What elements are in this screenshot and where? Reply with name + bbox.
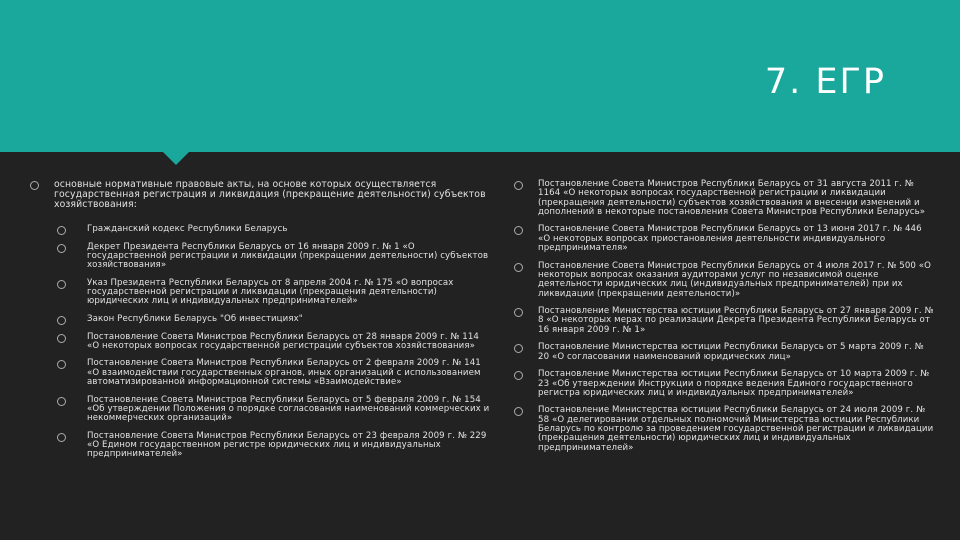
list-item-text: Постановление Совета Министров Республики Беларусь от 28 января 2009 г. № 114 «О некоторых вопросах государственной регистрации субъектов хозяйствования» bbox=[87, 331, 479, 351]
list-item-text: Постановление Совета Министров Республики Беларусь от 31 августа 2011 г. № 1164 «О некоторых вопросах государственной регистрации и ликвидации (прекращения деятельности) субъектов хозяйствования и внесении изменений и дополнений в некоторые постановления Совета Министров Республики Беларусь» bbox=[538, 179, 926, 217]
circle-bullet-icon bbox=[30, 181, 39, 190]
left-column bbox=[30, 180, 490, 468]
list-item bbox=[30, 396, 490, 424]
list-item-text: Постановление Министерства юстиции Республики Беларусь от 27 января 2009 г. № 8 «О некоторых мерах по реализации Декрета Президента Республики Беларусь от 16 января 2009 г. № 1» bbox=[538, 306, 934, 335]
list-item-text: Закон Республики Беларусь "Об инвестициях" bbox=[87, 313, 303, 324]
list-item bbox=[514, 343, 936, 362]
circle-bullet-icon bbox=[514, 308, 523, 317]
right-column bbox=[514, 180, 936, 461]
circle-bullet-icon bbox=[514, 407, 523, 416]
list-item-text: Постановление Совета Министров Республики Беларусь от 4 июля 2017 г. № 500 «О некоторых вопросах оказания аудиторами услуг по независимой оценке деятельности юридических лиц (индивидуальных предпринимателей) при их ликвидации (прекращении деятельности)» bbox=[538, 260, 932, 299]
list-item-text: Постановление Совета Министров Республики Беларусь от 2 февраля 2009 г. № 141 «О взаимодействии государственных органов, иных организаций с использованием автоматизированной информационной системы «Взаимодействие» bbox=[87, 358, 481, 388]
list-item bbox=[30, 243, 490, 271]
circle-bullet-icon bbox=[514, 371, 523, 380]
list-item bbox=[30, 333, 490, 352]
list-item bbox=[514, 370, 936, 398]
list-item-text: Гражданский кодекс Республики Беларусь bbox=[87, 224, 288, 234]
intro-item bbox=[30, 180, 490, 210]
list-item bbox=[514, 262, 936, 299]
list-item-text: Указ Президента Республики Беларусь от 8 апреля 2004 г. № 175 «О вопросах государственной регистрации и ликвидации (прекращения деятельности) юридических лиц и индивидуальных предпринимателей» bbox=[87, 277, 454, 307]
list-item-text: Постановление Совета Министров Республики Беларусь от 5 февраля 2009 г. № 154 «Об утверждении Положения о порядке согласования наименований коммерческих и некоммерческих организаций» bbox=[87, 394, 490, 424]
intro-text: основные нормативные правовые акты, на основе которых осуществляется государственная регистрация и ликвидация (прекращение деятельности) субъектов хозяйствования: bbox=[54, 179, 486, 210]
list-item bbox=[514, 307, 936, 335]
list-item-text: Постановление Министерства юстиции Республики Беларусь от 10 марта 2009 г. № 23 «Об утверждении Инструкции о порядке ведения Единого государственного регистра юридических лиц и индивидуальных предпринимателей» bbox=[538, 369, 930, 398]
circle-bullet-icon bbox=[57, 244, 66, 253]
list-item bbox=[30, 315, 490, 324]
list-item-text: Постановление Министерства юстиции Республики Беларусь от 5 марта 2009 г. № 20 «О согласовании наименований юридических лиц» bbox=[538, 342, 924, 362]
list-item bbox=[514, 225, 936, 253]
slide-title: 7. ЕГР bbox=[764, 62, 886, 102]
circle-bullet-icon bbox=[514, 263, 523, 272]
circle-bullet-icon bbox=[57, 280, 66, 289]
circle-bullet-icon bbox=[514, 181, 523, 190]
circle-bullet-icon bbox=[57, 334, 66, 343]
list-item bbox=[30, 279, 490, 307]
circle-bullet-icon bbox=[514, 226, 523, 235]
list-item bbox=[514, 180, 936, 217]
list-item-text: Постановление Совета Министров Республики Беларусь от 23 февраля 2009 г. № 229 «О Едином государственном регистре юридических лиц и индивидуальных предпринимателей» bbox=[87, 430, 487, 460]
list-item bbox=[30, 225, 490, 234]
circle-bullet-icon bbox=[57, 397, 66, 406]
list-item-text: Декрет Президента Республики Беларусь от 16 января 2009 г. № 1 «О государственной регистрации и ликвидации (прекращении деятельности) субъектов хозяйствования» bbox=[87, 241, 489, 271]
circle-bullet-icon bbox=[514, 344, 523, 353]
list-item-text: Постановление Министерства юстиции Республики Беларусь от 24 июля 2009 г. № 58 «О делегировании отдельных полномочий Министерства юстиции Республики Беларусь по контролю за проведением государственной регистрации и ликвидации (прекращения деятельности) юридических лиц и индивидуальных предпринимателей» bbox=[538, 405, 934, 453]
list-item bbox=[30, 432, 490, 460]
list-item-text: Постановление Совета Министров Республики Беларусь от 13 июня 2017 г. № 446 «О некоторых вопросах приостановления деятельности индивидуального предпринимателя» bbox=[538, 224, 922, 254]
circle-bullet-icon bbox=[57, 360, 66, 369]
list-item bbox=[514, 406, 936, 452]
circle-bullet-icon bbox=[57, 226, 66, 235]
title-band-pointer bbox=[162, 151, 190, 165]
circle-bullet-icon bbox=[57, 316, 66, 325]
list-item bbox=[30, 359, 490, 387]
circle-bullet-icon bbox=[57, 433, 66, 442]
